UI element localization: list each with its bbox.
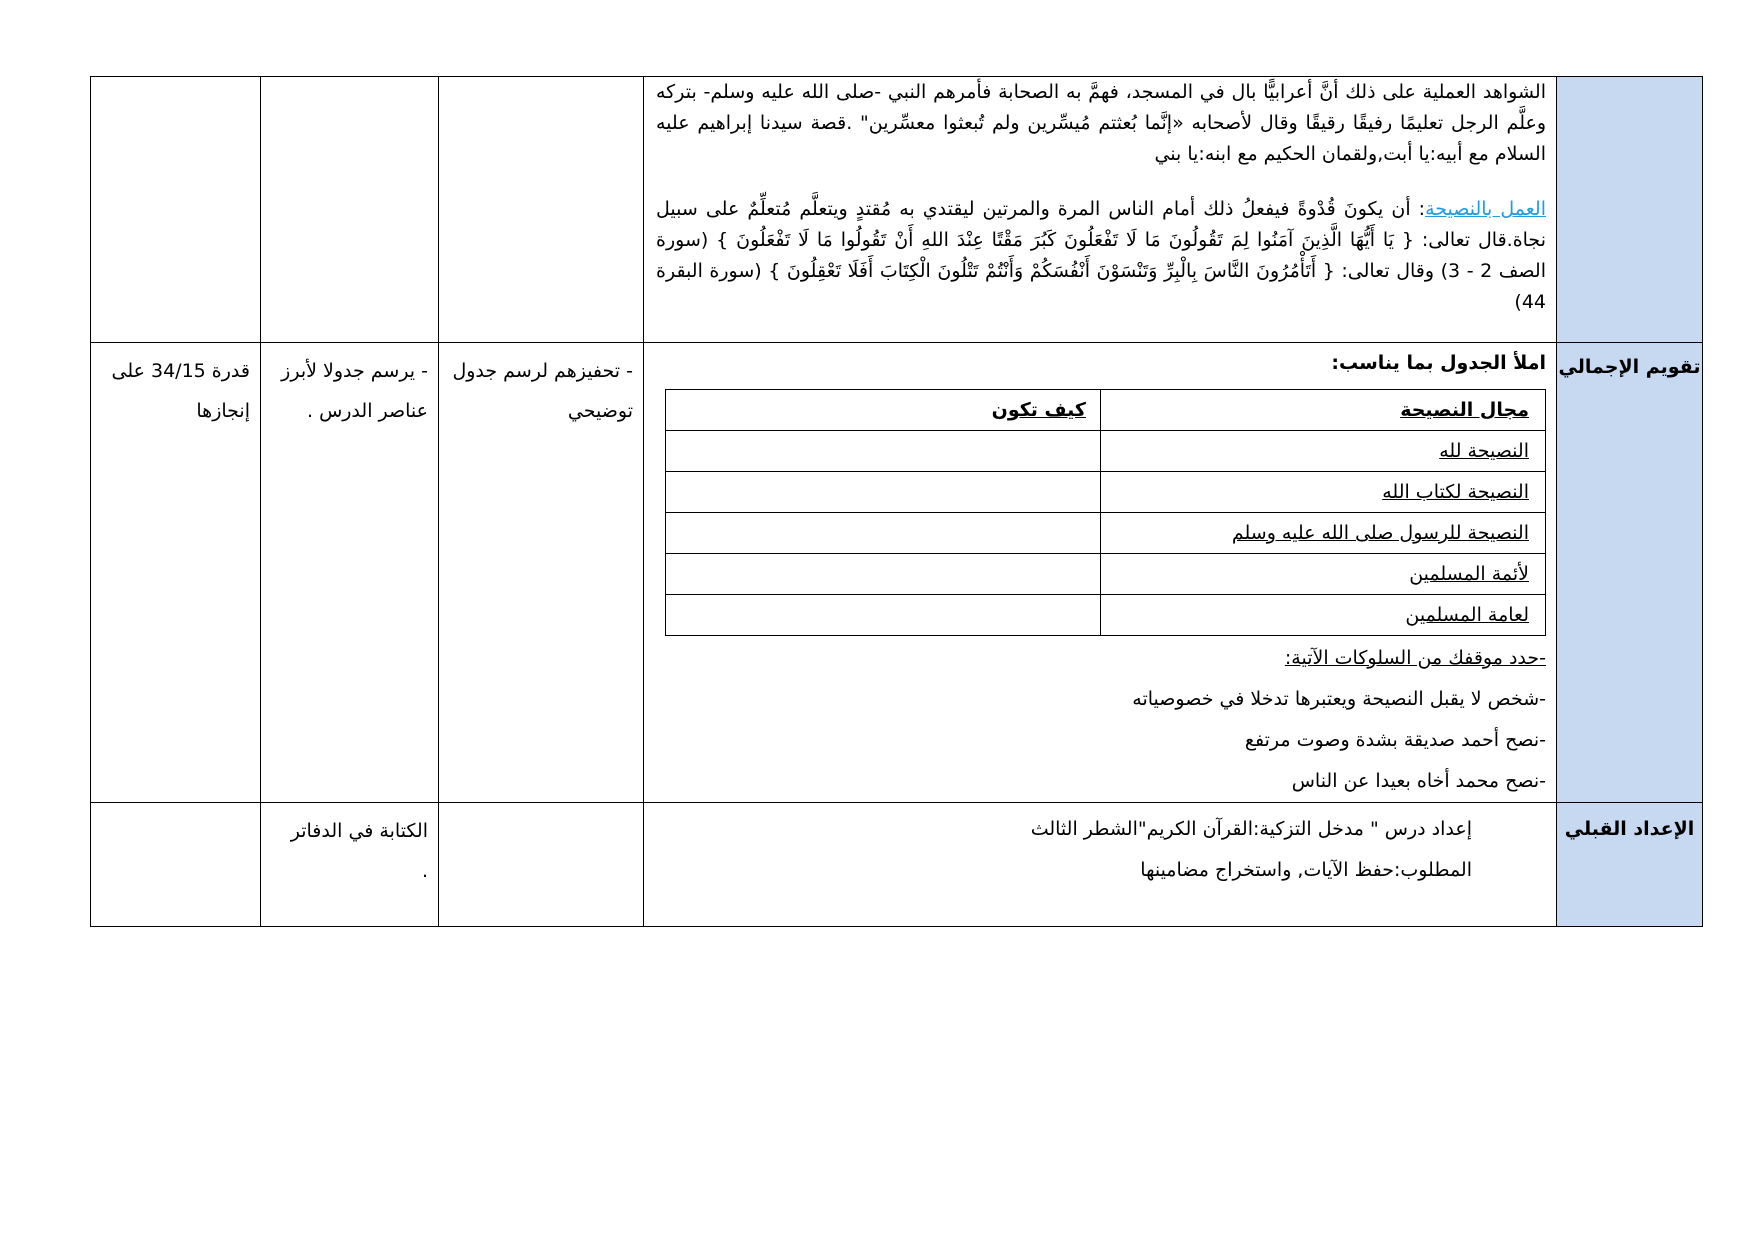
applying-advice-paragraph <box>656 194 1546 318</box>
teacher-activity-cell: - تحفيزهم لرسم جدول توضيحي <box>439 343 644 803</box>
answer-input[interactable] <box>666 513 1101 554</box>
advice-table <box>665 389 1546 636</box>
table-row <box>666 513 1546 554</box>
table-row <box>91 77 1703 343</box>
table-row <box>666 472 1546 513</box>
examples-paragraph: الشواهد العملية على ذلك أنَّ أعرابيًّا بال في المسجد، فهمَّ به الصحابة فأمرهم النبي -صلى الله عليه وسلم- بتركه وعلَّم الرجل تعليمًا رفيقًا رقيقًا وقال لأصحابه «إنَّما بُعثتم مُيسِّرين ولم تُبعثوا معسِّرين" .قصة سيدنا إبراهيم عليه السلام مع أبيه:يا أبت,ولقمان الحكيم مع ابنه:يا بني <box>656 81 1546 165</box>
student-activity-cell: - يرسم جدولا لأبرز عناصر الدرس . <box>261 343 439 803</box>
competency-cell <box>91 77 261 343</box>
behavior-item: -نصح محمد أخاه بعيدا عن الناس <box>1291 770 1546 792</box>
table-row <box>666 431 1546 472</box>
advice-field-label: لعامة المسلمين <box>1101 595 1546 636</box>
prep-requirement: المطلوب:حفظ الآيات, واستخراج مضامينها <box>1140 859 1472 881</box>
row-header: الإعداد القبلي <box>1557 803 1703 927</box>
advice-field-label: النصيحة لله <box>1101 431 1546 472</box>
behavior-item: -شخص لا يقبل النصيحة ويعتبرها تدخلا في خصوصياته <box>1132 688 1546 710</box>
prep-line: إعداد درس " مدخل التزكية:القرآن الكريم"الشطر الثالث <box>1030 818 1472 840</box>
competency-cell <box>91 803 261 927</box>
advice-field-header: مجال النصيحة <box>1101 390 1546 431</box>
answer-input[interactable] <box>666 595 1101 636</box>
answer-input[interactable] <box>666 431 1101 472</box>
competency-cell: قدرة 34/15 على إنجازها <box>91 343 261 803</box>
how-header: كيف تكون <box>666 390 1101 431</box>
teacher-activity-cell <box>439 77 644 343</box>
student-activity-cell <box>261 77 439 343</box>
content-cell <box>644 77 1557 343</box>
advice-field-label: لأئمة المسلمين <box>1101 554 1546 595</box>
behavior-item: -نصح أحمد صديقة بشدة وصوت مرتفع <box>1244 729 1546 751</box>
table-row <box>91 343 1703 803</box>
answer-input[interactable] <box>666 472 1101 513</box>
lesson-plan-table <box>90 76 1703 927</box>
content-cell <box>644 803 1557 927</box>
row-header: تقويم الإجمالي <box>1557 343 1703 803</box>
content-cell <box>644 343 1557 803</box>
behaviors-title: -حدد موقفك من السلوكات الآتية: <box>1284 647 1546 669</box>
answer-input[interactable] <box>666 554 1101 595</box>
table-row <box>91 803 1703 927</box>
applying-advice-link[interactable]: العمل بالنصيحة <box>1425 198 1546 220</box>
teacher-activity-cell <box>439 803 644 927</box>
advice-field-label: النصيحة لكتاب الله <box>1101 472 1546 513</box>
table-row <box>666 595 1546 636</box>
advice-table-header-row <box>666 390 1546 431</box>
applying-advice-text: : أن يكونَ قُدْوةً فيفعلُ ذلك أمام الناس المرة والمرتين ليقتدي به مُقتدٍ ويتعلَّم مُتعلِّمٌ على سبيل نجاة.قال تعالى: { يَا أَيُّهَا الَّذِينَ آمَنُوا لِمَ تَقُولُونَ مَا لَا تَفْعَلُونَ كَبُرَ مَقْتًا عِنْدَ اللهِ أَنْ تَقُولُوا مَا لَا تَفْعَلُونَ } (سورة الصف 2 - 3) وقال تعالى: { أَتَأْمُرُونَ النَّاسَ بِالْبِرِّ وَتَنْسَوْنَ أَنْفُسَكُمْ وَأَنْتُمْ تَتْلُونَ الْكِتَابَ أَفَلَا تَعْقِلُونَ } (سورة البقرة 44) <box>656 198 1546 313</box>
table-row <box>666 554 1546 595</box>
instruction-text: املأ الجدول بما يناسب: <box>1331 352 1546 374</box>
row-header-empty <box>1557 77 1703 343</box>
student-activity-dot: . <box>421 860 428 882</box>
student-activity-text: الكتابة في الدفاتر <box>290 820 428 842</box>
student-activity-cell <box>261 803 439 927</box>
advice-field-label: النصيحة للرسول صلى الله عليه وسلم <box>1101 513 1546 554</box>
